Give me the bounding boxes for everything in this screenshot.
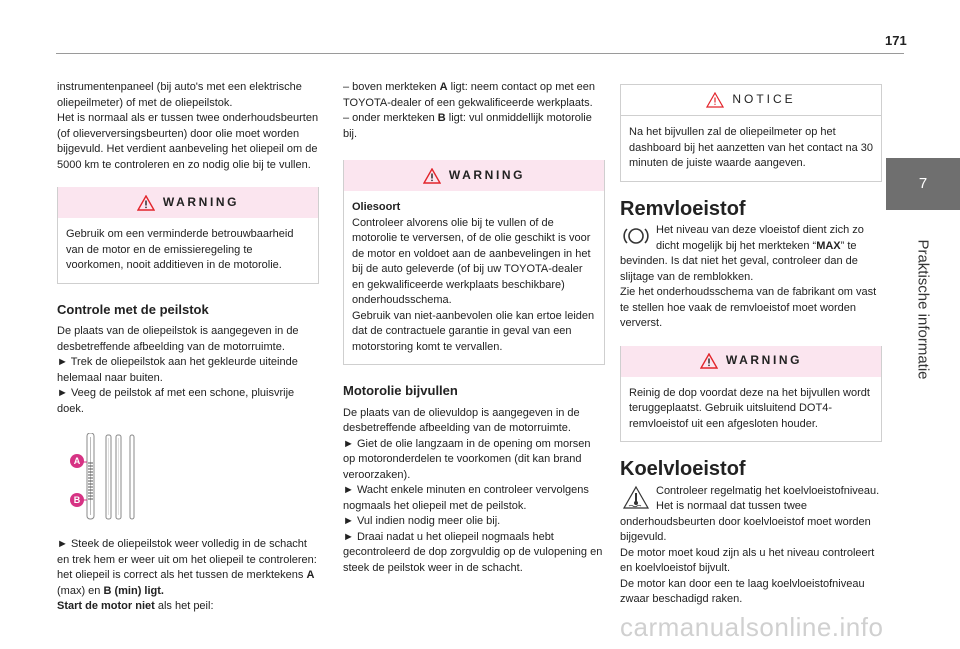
marker-b xyxy=(70,493,84,507)
warning-text-2: Gebruik van niet-aanbevolen olie kan ertoe leiden dat de contractuele garantie in geval van een motorstoring komt te vervallen. xyxy=(352,309,595,353)
coolant-temp-icon xyxy=(622,485,650,511)
notice-text: Na het bijvullen zal de oliepeilmeter op het dashboard bij het aanzetten van het contact na 30 minuten de juiste waarde aangeven. xyxy=(629,126,874,169)
step-wait-check: ► Wacht enkele minuten en controleer vervolgens nogmaals het oliepeil met de peilstok. xyxy=(343,483,605,514)
brake-warning-icon xyxy=(622,225,650,247)
brake-fluid-text: Het niveau van deze vloeistof dient zich zo dicht mogelijk bij het merkteken “MAX” te bevinden. Is dat niet het geval, controleer dan de slijtage van de remblokken. Zie het onderhoudsschema van de fabrikant om vast te stellen hoe vaak de remvloeistof moet worden ververst. xyxy=(620,223,882,332)
intro-text: instrumentenpaneel (bij auto's met een elektrische oliepeilmeter) of met de oliepeilstok. xyxy=(57,81,302,109)
section-heading-coolant: Koelvloeistof xyxy=(620,458,746,480)
coolant-check-text: Controleer regelmatig het koelvloeistofniveau. xyxy=(656,484,880,497)
warning-header xyxy=(58,187,318,218)
intro-text-2: Het is normaal als er tussen twee onderhoudsbeurten (of olieverversingsbeurten) door olie moet worden bijgevuld. Het verdient aanbeveling het oliepeil om de 5000 km te controleren en zo nodig olie bij te vullen. xyxy=(57,112,319,171)
step-pull-dipstick: ► Trek de oliepeilstok aan het gekleurde uiteinde helemaal naar buiten. xyxy=(57,355,319,386)
dipstick-diagram xyxy=(57,433,157,521)
warning-header xyxy=(344,160,604,191)
marker-a-label: A xyxy=(73,456,81,466)
oil-cap-location-text: De plaats van de olievuldop is aangegeven in de desbetreffende afbeelding van de motorruimte. xyxy=(343,406,580,434)
column-3 xyxy=(620,84,882,608)
coolant-normal-text: Het is normaal dat tussen twee onderhoudsbeurten door koelvloeistof moet worden bijgevuld. xyxy=(620,500,871,543)
notice-title: NOTICE xyxy=(732,92,796,107)
notice-box xyxy=(620,84,882,182)
notice-icon xyxy=(706,92,724,108)
warning-body xyxy=(344,191,604,364)
warning-box xyxy=(57,187,319,284)
step-reinsert-dipstick: ► Steek de oliepeilstok weer volledig in de schacht en trek hem er weer uit om het oliepeil te controleren: het oliepeil is correct als het tussen de merktekens A (max) en B (min) ligt. xyxy=(57,537,319,599)
column-1 xyxy=(57,80,319,615)
step-wipe-dipstick: ► Veeg de peilstok af met een schone, pluisvrije doek. xyxy=(57,386,319,417)
chapter-title xyxy=(888,211,958,411)
footer-watermark: carmanualsonline.info xyxy=(620,612,884,642)
warning-box-brake xyxy=(620,346,882,443)
warning-text: Gebruik om een verminderde betrouwbaarheid van de motor en de emissieregeling te voorkomen, nooit additieven in de motorolie. xyxy=(66,228,294,271)
page-number: 171 xyxy=(885,33,907,48)
dipstick-illustration xyxy=(57,433,319,521)
column-2 xyxy=(343,80,605,576)
section-heading-dipstick: Controle met de peilstok xyxy=(57,301,209,317)
dipstick-location-text: De plaats van de oliepeilstok is aangegeven in de desbetreffende afbeelding van de motorruimte. xyxy=(57,325,299,353)
notice-header xyxy=(621,84,881,116)
warning-text-1: Controleer alvorens olie bij te vullen of de motorolie te verversen, of de olie geschikt is voor de motor en voldoet aan de aanbevelingen in het bij de auto geleverde (of bij uw TOYOTA-dealer en gekwalificeerde werkplaats beschikbare) onderhoudsschema. xyxy=(352,216,591,306)
warning-box-oil-type xyxy=(343,160,605,365)
warning-icon xyxy=(700,353,718,369)
chapter-tab[interactable]: 7 xyxy=(886,158,960,210)
section-heading-oil-refill: Motorolie bijvullen xyxy=(343,383,458,398)
coolant-damage-text: De motor kan door een te laag koelvloeistofniveau zwaar beschadigd raken. xyxy=(620,577,865,605)
coolant-text xyxy=(620,484,882,608)
warning-title: WARNING xyxy=(162,194,240,209)
warning-subtitle: Oliesoort xyxy=(352,201,401,213)
marker-a xyxy=(70,454,84,468)
warning-text: Reinig de dop voordat deze na het bijvullen wordt teruggeplaatst. Gebruik uitsluitend DOT4-remvloeistof uit een afgesloten houder. xyxy=(629,386,870,430)
start-motor-note: Start de motor niet als het peil: xyxy=(57,600,214,612)
section-heading-brake-fluid: Remvloeistof xyxy=(620,197,746,220)
level-below-b: – onder merkteken B ligt: vul onmiddellijk motorolie bij. xyxy=(343,112,592,140)
warning-icon xyxy=(137,195,155,211)
brake-schedule-text: Zie het onderhoudsschema van de fabrikant om vast te stellen hoe vaak de remvloeistof moet worden ververst. xyxy=(620,286,877,329)
step-pour-oil: ► Giet de olie langzaam in de opening om morsen op motoronderdelen te voorkomen (dit kan brand veroorzaken). xyxy=(343,437,605,484)
warning-title: WARNING xyxy=(725,353,803,368)
level-above-a: – boven merkteken A ligt: neem contact op met een TOYOTA-dealer of een gekwalificeerde werkplaats. xyxy=(343,81,595,109)
chapter-title-text: Praktische informatie xyxy=(914,239,932,380)
warning-header xyxy=(621,346,881,377)
step-add-more: ► Vul indien nodig meer olie bij. xyxy=(343,514,605,530)
coolant-cold-text: De motor moet koud zijn als u het niveau controleert en koelvloeistof bijvult. xyxy=(620,546,875,574)
warning-title: WARNING xyxy=(448,167,526,182)
warning-icon xyxy=(423,168,441,184)
step-close-cap: ► Draai nadat u het oliepeil nogmaals hebt gecontroleerd de dop zorgvuldig op de vulopening en steek de peilstok weer in de schacht. xyxy=(343,530,605,577)
marker-b-label: B xyxy=(73,495,81,505)
top-rule xyxy=(56,53,904,54)
